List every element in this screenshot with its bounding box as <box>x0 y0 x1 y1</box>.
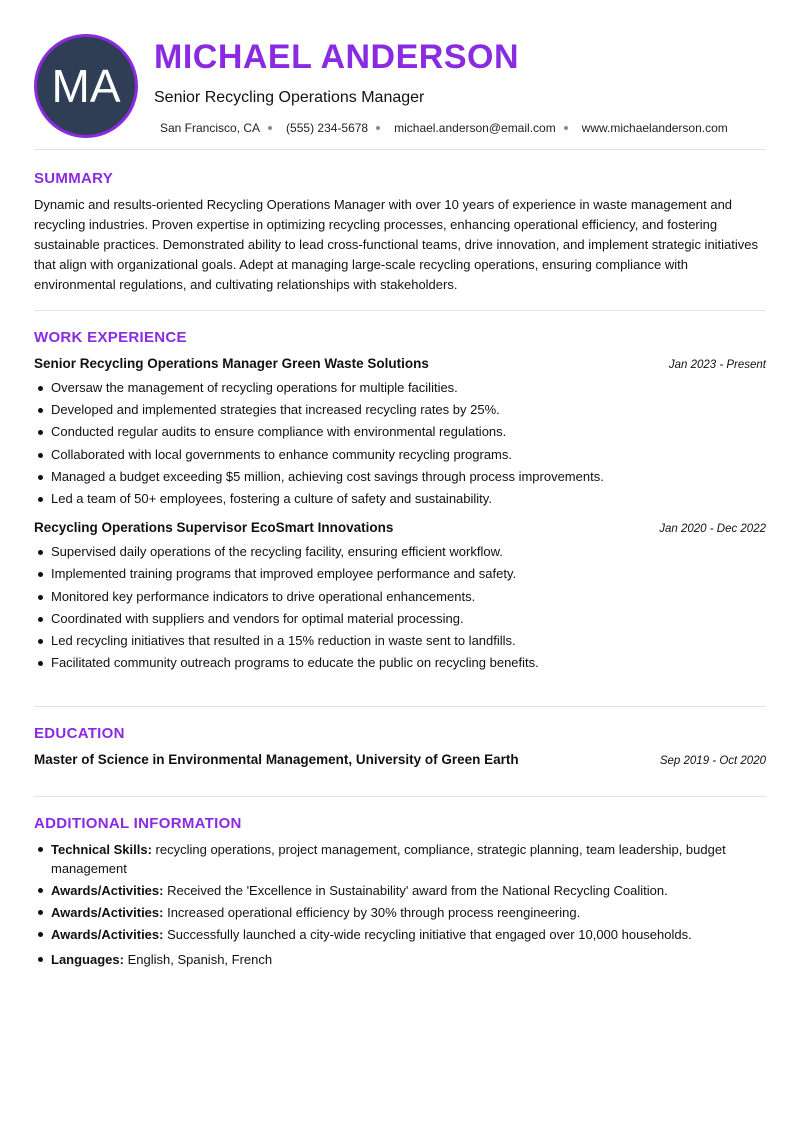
info-label: Awards/Activities: <box>51 883 164 898</box>
candidate-title: Senior Recycling Operations Manager <box>154 89 425 106</box>
avatar-initials: MA <box>51 60 121 112</box>
info-text: Successfully launched a city-wide recycling initiative that engaged over 10,000 households. <box>163 927 692 942</box>
work-experience-heading: WORK EXPERIENCE <box>34 329 187 346</box>
info-text: recycling operations, project management, compliance, strategic planning, team leadership, budget management <box>51 842 726 876</box>
info-text: Received the 'Excellence in Sustainability' award from the National Recycling Coalition. <box>163 883 668 898</box>
additional-info-heading: ADDITIONAL INFORMATION <box>34 815 242 832</box>
list-item: Monitored key performance indicators to drive operational enhancements. <box>34 586 766 608</box>
additional-info-section <box>34 797 766 969</box>
job-header <box>34 520 766 535</box>
summary-text: Dynamic and results-oriented Recycling Operations Manager with over 10 years of experience in waste management and recycling industries. Proven expertise in optimizing recycling processes, enhancing operational efficiency, and fostering sustainable practices. Demonstrated ability to lead cross-functional teams, drive innovation, and implement strategic initiatives that align with organizational goals. Adept at managing large-scale recycling operations, ensuring compliance with environmental regulations, and cultivating relationships with stakeholders. <box>34 197 759 292</box>
info-label: Technical Skills: <box>51 842 152 857</box>
job-header <box>34 356 766 371</box>
separator-dot <box>564 126 568 130</box>
job-date: Jan 2023 - Present <box>668 359 766 371</box>
contact-website: www.michaelanderson.com <box>581 121 728 135</box>
list-item: Supervised daily operations of the recycling facility, ensuring efficient workflow. <box>34 541 766 563</box>
contact-location: San Francisco, CA <box>160 121 261 135</box>
info-label: Awards/Activities: <box>51 905 164 920</box>
job-bullets <box>34 377 766 510</box>
contact-phone: (555) 234-5678 <box>286 121 369 135</box>
separator-dot <box>376 126 380 130</box>
education-date: Sep 2019 - Oct 2020 <box>659 755 766 767</box>
job-bullets <box>34 541 766 674</box>
list-item <box>34 840 766 878</box>
list-item <box>34 881 766 900</box>
job-date: Jan 2020 - Dec 2022 <box>659 523 766 536</box>
education-heading: EDUCATION <box>34 725 125 742</box>
education-entry <box>34 752 766 767</box>
avatar <box>34 34 138 138</box>
job-role: Recycling Operations Supervisor EcoSmart Innovations <box>34 520 394 536</box>
contact-info <box>160 121 728 135</box>
list-item: Conducted regular audits to ensure compliance with environmental regulations. <box>34 421 766 443</box>
summary-section <box>34 150 766 311</box>
resume-header <box>34 0 766 150</box>
job-role: Senior Recycling Operations Manager Green Waste Solutions <box>34 356 429 371</box>
candidate-name: MICHAEL ANDERSON <box>154 38 520 76</box>
list-item: Coordinated with suppliers and vendors for optimal material processing. <box>34 608 766 630</box>
info-text: Increased operational efficiency by 30% through process reengineering. <box>163 905 581 920</box>
list-item: Oversaw the management of recycling operations for multiple facilities. <box>34 377 766 399</box>
list-item <box>34 925 766 944</box>
list-item: Managed a budget exceeding $5 million, achieving cost savings through process improvements. <box>34 466 766 488</box>
education-degree: Master of Science in Environmental Management, University of Green Earth <box>34 752 519 767</box>
list-item: Implemented training programs that improved employee performance and safety. <box>34 563 766 585</box>
info-label: Languages: <box>51 952 124 967</box>
education-section <box>34 707 766 797</box>
summary-heading: SUMMARY <box>34 170 114 187</box>
list-item <box>34 903 766 922</box>
work-experience-section <box>34 311 766 707</box>
list-item: Facilitated community outreach programs to educate the public on recycling benefits. <box>34 652 766 674</box>
additional-info-list <box>34 840 766 969</box>
job-entry <box>34 520 766 674</box>
list-item: Collaborated with local governments to enhance community recycling programs. <box>34 444 766 466</box>
info-label: Awards/Activities: <box>51 927 164 942</box>
list-item <box>34 950 766 969</box>
separator-dot <box>268 126 272 130</box>
list-item: Led recycling initiatives that resulted in a 15% reduction in waste sent to landfills. <box>34 630 766 652</box>
contact-email: michael.anderson@email.com <box>394 121 556 135</box>
job-entry <box>34 356 766 510</box>
list-item: Led a team of 50+ employees, fostering a culture of safety and sustainability. <box>34 488 766 510</box>
info-text: English, Spanish, French <box>123 952 273 967</box>
list-item: Developed and implemented strategies that increased recycling rates by 25%. <box>34 399 766 421</box>
